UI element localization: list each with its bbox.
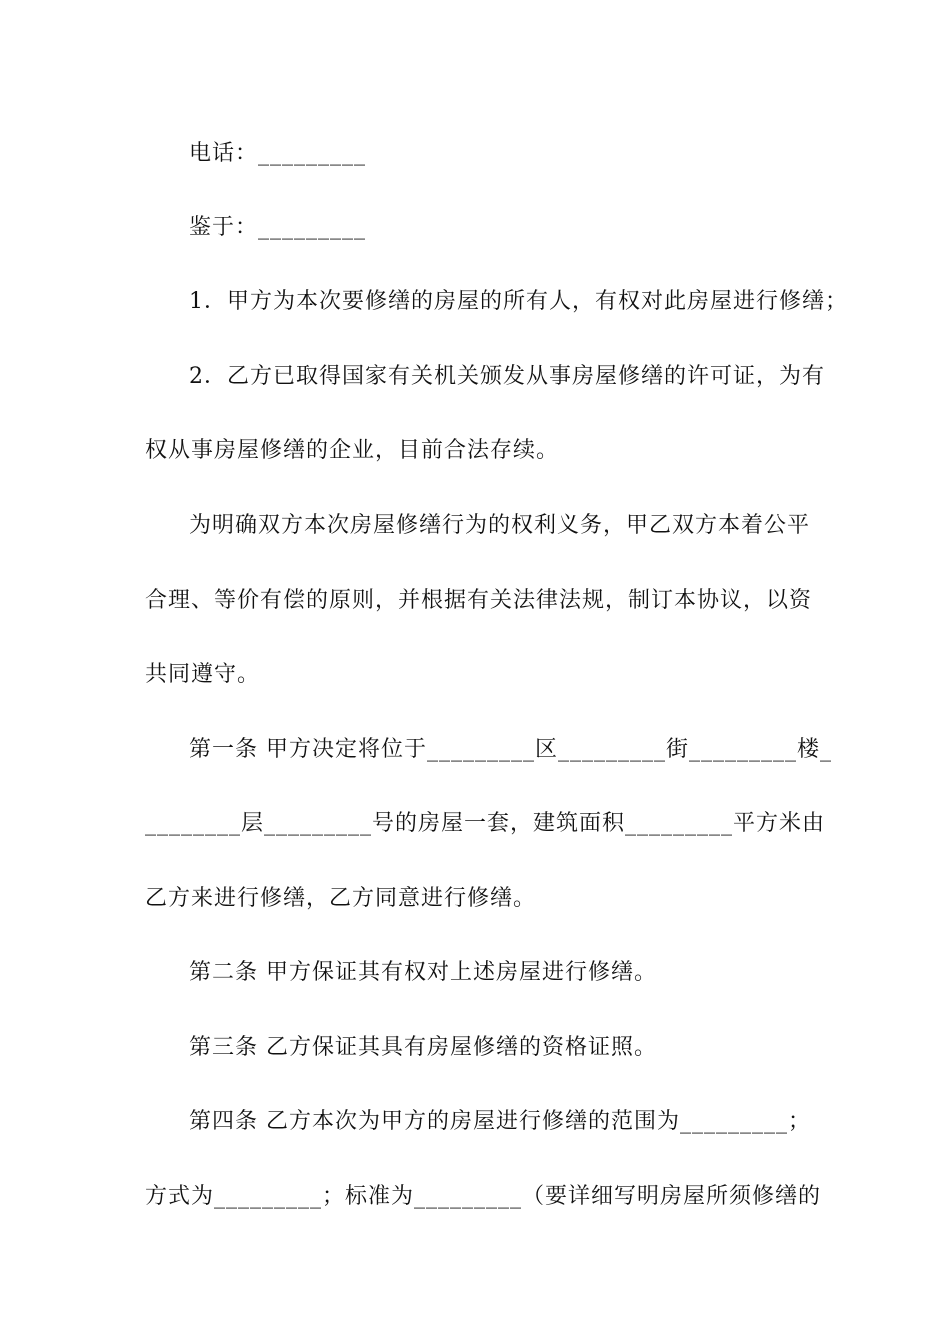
recital-2-line-2: 权从事房屋修缮的企业，目前合法存续。: [145, 438, 560, 463]
purpose-line-1: 为明确双方本次房屋修缮行为的权利义务，甲乙双方本着公平: [189, 513, 811, 538]
article-3: 第三条 乙方保证其具有房屋修缮的资格证照。: [189, 1035, 657, 1060]
article-2: 第二条 甲方保证其有权对上述房屋进行修缮。: [189, 960, 657, 985]
article-4-line-1: 第四条 乙方本次为甲方的房屋进行修缮的范围为_________；: [189, 1109, 811, 1134]
recital-1: 1．甲方为本次要修缮的房屋的所有人，有权对此房屋进行修缮；: [189, 289, 848, 314]
recital-2-line-1: 2．乙方已取得国家有关机关颁发从事房屋修缮的许可证，为有: [189, 364, 825, 389]
phone-line: 电话：_________: [189, 141, 367, 166]
article-1-line-3: 乙方来进行修缮，乙方同意进行修缮。: [145, 886, 537, 911]
purpose-line-3: 共同遵守。: [145, 662, 261, 687]
article-4-line-2: 方式为_________；标准为_________（要详细写明房屋所须修缮的: [145, 1184, 822, 1209]
whereas-line: 鉴于：_________: [189, 215, 367, 240]
article-1-line-2: ________层_________号的房屋一套，建筑面积_________平方米由: [145, 811, 826, 836]
article-1-line-1: 第一条 甲方决定将位于_________区_________街_________楼_: [189, 737, 832, 762]
purpose-line-2: 合理、等价有偿的原则，并根据有关法律法规，制订本协议，以资: [145, 588, 813, 613]
